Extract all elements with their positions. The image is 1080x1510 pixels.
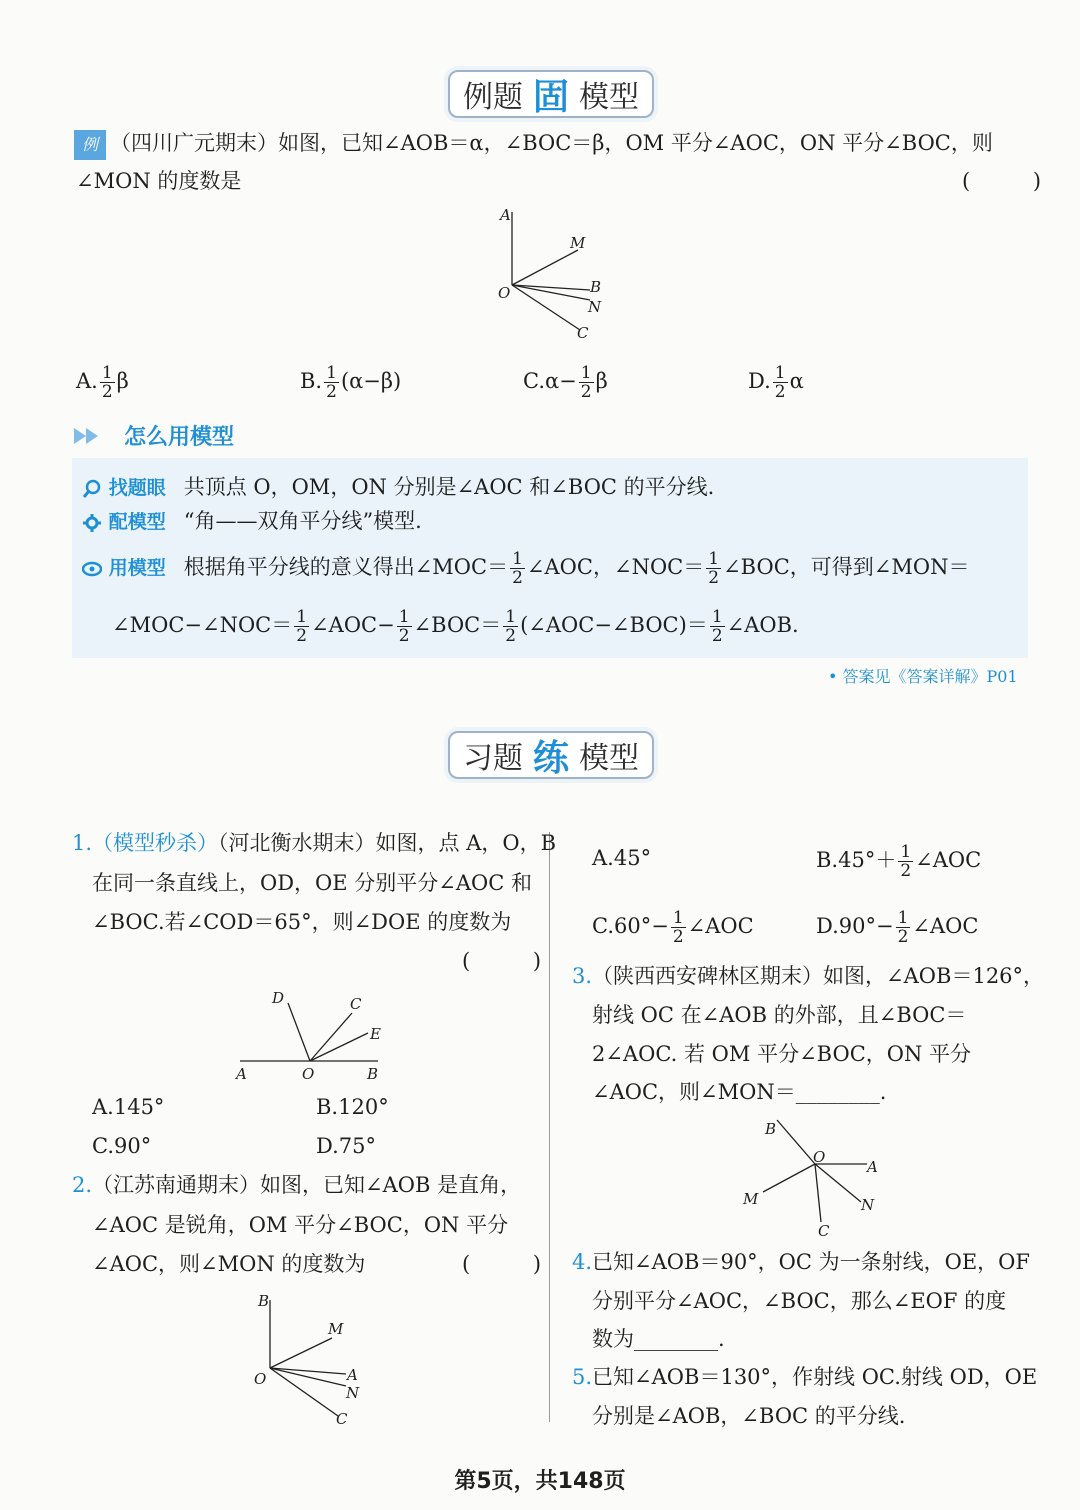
howto-find: 找题眼 共顶点 O，OM，ON 分别是∠AOC 和∠BOC 的平分线.: [82, 472, 714, 503]
example-figure: [490, 200, 620, 350]
q5-line-1: 5.已知∠AOB＝130°，作射线 OC.射线 OD，OE: [572, 1365, 1038, 1389]
q4-line-1: 4.已知∠AOB＝90°，OC 为一条射线，OE，OF: [572, 1250, 1030, 1274]
q3-line-2: 射线 OC 在∠AOB 的外部，且∠BOC＝: [592, 1003, 967, 1027]
q2-figure: [250, 1290, 380, 1430]
fraction: $\frac{1}{2}$: [672, 908, 684, 947]
fraction: $\frac{1}{2}$: [326, 363, 337, 402]
example-option-b: B. $\frac{1}{2}$ (α−β): [300, 363, 402, 402]
q3-line-3: 2∠AOC. 若 OM 平分∠BOC，ON 平分: [592, 1042, 972, 1066]
q2-option-b: B.45°＋ $\frac{1}{2}$ ∠AOC: [816, 842, 982, 881]
q2-option-d: D.90°− $\frac{1}{2}$ ∠AOC: [816, 908, 979, 947]
example-text-2: ∠MON 的度数是: [76, 169, 242, 193]
svg-text:O: O: [813, 1148, 826, 1166]
page-footer: 第5页，共148页: [454, 1469, 626, 1494]
banner-right: 模型: [579, 80, 639, 115]
q2-line-3: ∠AOC，则∠MON 的度数为: [92, 1252, 366, 1276]
label-M: M: [570, 234, 586, 252]
section-banner-practice: [448, 731, 654, 779]
q1-option-b: B.120°: [316, 1095, 389, 1119]
q2-paren: ( ): [462, 1252, 570, 1276]
q1-option-a: A.145°: [92, 1095, 165, 1119]
svg-text:O: O: [302, 1065, 315, 1083]
q4-line-2: 分别平分∠AOC，∠BOC，那么∠EOF 的度: [592, 1289, 1007, 1313]
example-line-1: [74, 128, 993, 160]
svg-text:N: N: [346, 1384, 360, 1402]
svg-text:N: N: [861, 1196, 875, 1214]
double-arrow-icon: [74, 426, 106, 446]
q2-option-c: C.60°− $\frac{1}{2}$ ∠AOC: [592, 908, 754, 947]
example-source: （四川广元期末）: [110, 131, 279, 155]
q1-line-1: 1.（模型秒杀）（河北衡水期末）如图，点 A，O，B: [72, 831, 557, 855]
q4-line-3: 数为________.: [592, 1327, 725, 1351]
section-banner-example: [448, 70, 654, 118]
banner-left: 例题: [462, 80, 523, 115]
q1-line-3: ∠BOC.若∠COD＝65°，则∠DOE 的度数为: [92, 910, 512, 934]
fraction: $\frac{1}{2}$: [505, 607, 517, 646]
banner-highlight: 固: [532, 76, 569, 118]
svg-text:B: B: [765, 1120, 777, 1138]
banner-highlight: 练: [532, 737, 569, 779]
fraction: $\frac{1}{2}$: [580, 363, 592, 402]
svg-text:A: A: [347, 1366, 358, 1384]
q3-line-1: 3.（陕西西安碑林区期末）如图，∠AOB＝126°，: [572, 964, 1045, 988]
label-C: C: [577, 324, 589, 342]
fraction: $\frac{1}{2}$: [711, 607, 723, 646]
example-text-1: 如图，已知∠AOB＝α，∠BOC＝β，OM 平分∠AOC，ON 平分∠BOC，则: [278, 131, 993, 155]
label-N: N: [588, 298, 602, 316]
svg-text:C: C: [350, 995, 362, 1013]
fraction: $\frac{1}{2}$: [398, 607, 410, 646]
label-B: B: [590, 278, 602, 296]
svg-text:A: A: [236, 1065, 247, 1083]
banner-left: 习题: [462, 741, 523, 776]
column-divider: [549, 832, 550, 1422]
svg-text:B: B: [258, 1292, 270, 1310]
example-tag: 例: [74, 130, 106, 160]
q1-option-c: C.90°: [92, 1134, 152, 1158]
q3-line-4: ∠AOC，则∠MON＝________.: [592, 1080, 887, 1104]
example-option-a: A. $\frac{1}{2}$ β: [76, 363, 129, 402]
search-icon: [82, 479, 102, 499]
svg-text:C: C: [818, 1222, 830, 1240]
svg-text:A: A: [867, 1158, 878, 1176]
svg-text:B: B: [367, 1065, 379, 1083]
howto-heading: 怎么用模型: [74, 420, 234, 451]
fraction: $\frac{1}{2}$: [101, 363, 113, 402]
fraction: $\frac{1}{2}$: [774, 363, 786, 402]
q2-option-a: A.45°: [592, 846, 652, 870]
example-paren: ( ): [962, 169, 1070, 193]
q1-figure: [230, 985, 390, 1085]
example-option-d: D. $\frac{1}{2}$ α: [748, 363, 804, 402]
fraction: $\frac{1}{2}$: [708, 549, 720, 588]
svg-text:O: O: [254, 1370, 267, 1388]
svg-text:M: M: [328, 1320, 344, 1338]
q1-paren: ( ): [462, 949, 570, 973]
svg-text:D: D: [272, 989, 285, 1007]
fraction: $\frac{1}{2}$: [512, 549, 523, 588]
q1-option-d: D.75°: [316, 1134, 376, 1158]
gear-icon: [82, 513, 102, 533]
banner-right: 模型: [579, 741, 639, 776]
howto-match: 配模型 “角——双角平分线”模型.: [82, 506, 422, 537]
q2-line-2: ∠AOC 是锐角，OM 平分∠BOC，ON 平分: [92, 1213, 509, 1237]
fraction: $\frac{1}{2}$: [897, 908, 909, 947]
q3-figure: [735, 1112, 895, 1242]
fraction: $\frac{1}{2}$: [900, 842, 912, 881]
svg-text:C: C: [336, 1410, 348, 1428]
answer-reference[interactable]: • 答案见《答案详解》P01: [828, 667, 1018, 686]
svg-text:E: E: [370, 1025, 381, 1043]
howto-use-1: 用模型 根据角平分线的意义得出∠MOC＝ $\frac{1}{2}$ ∠AOC，∠NOC＝ $\frac{1}{2}$ ∠BOC，可得到∠MON＝: [82, 550, 969, 587]
example-line-2: [76, 166, 241, 196]
example-option-c: C.α− $\frac{1}{2}$ β: [523, 363, 608, 402]
q5-line-2: 分别是∠AOB，∠BOC 的平分线.: [592, 1404, 906, 1428]
svg-text:M: M: [743, 1190, 759, 1208]
howto-use-2: ∠MOC−∠NOC＝ $\frac{1}{2}$ ∠AOC− $\frac{1}{2}$ ∠BOC＝ $\frac{1}{2}$ (∠AOC−∠BOC)＝ $\frac{1}{2}$ ∠AOB.: [112, 607, 799, 646]
eye-icon: [82, 559, 102, 579]
fraction: $\frac{1}{2}$: [296, 607, 308, 646]
q1-line-2: 在同一条直线上，OD，OE 分别平分∠AOC 和: [92, 871, 532, 895]
label-O: O: [498, 284, 511, 302]
label-A: A: [500, 206, 511, 224]
q2-line-1: 2.（江苏南通期末）如图，已知∠AOB 是直角，: [72, 1173, 522, 1197]
